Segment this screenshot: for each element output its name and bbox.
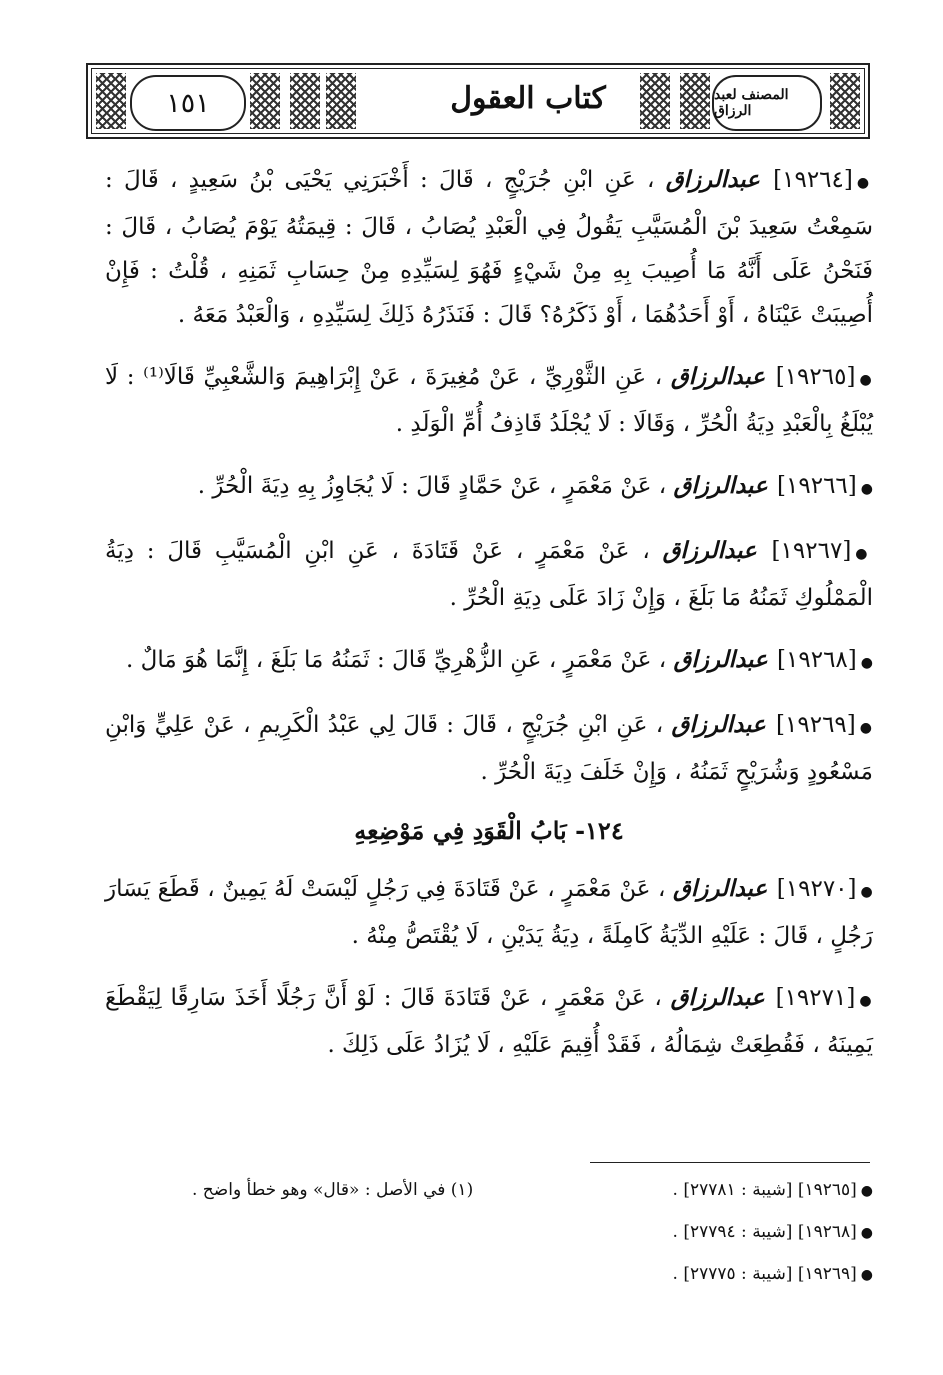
- hadith-number: [١٩٢٦٦]: [777, 473, 857, 499]
- hadith-paragraph: [105, 638, 873, 685]
- narrator-name: عبدالرزاق: [665, 166, 760, 193]
- ornament-icon: [830, 73, 860, 129]
- narrator-name: عبدالرزاق: [673, 646, 768, 673]
- hadith-paragraph: [105, 976, 873, 1067]
- hadith-text: ، عَنْ مَعْمَرٍ ، عَنْ حَمَّادٍ قَالَ : لَا يُجَاوِزُ بِهِ دِيَةَ الْحُرِّ .: [197, 473, 667, 499]
- hadith-text: ، عَنْ مَعْمَرٍ ، عَنِ الزُّهْرِيِّ قَالَ : ثَمَنُهُ مَا بَلَغَ ، إِنَّمَا هُوَ مَالٌ .: [126, 647, 667, 673]
- hadith-text: ، عَنِ الثَّوْرِيِّ ، عَنْ مُغِيرَةَ ، عَنْ إِبْرَاهِيمَ وَالشَّعْبِيِّ قَالَا⁽¹⁾ : لَا يُبْلَغُ بِالْعَبْدِ دِيَةُ الْحُرِّ ، وَقَالَا : لَا يُجْلَدُ قَاذِفُ أُمِّ الْوَلَدِ .: [105, 364, 873, 437]
- page-number: ١٥١: [130, 75, 246, 131]
- bullet-icon: ●: [855, 546, 874, 562]
- bullet-icon: ●: [860, 1225, 873, 1241]
- narrator-name: عبدالرزاق: [673, 472, 768, 499]
- bullet-icon: ●: [859, 993, 874, 1009]
- narrator-name: عبدالرزاق: [673, 875, 768, 902]
- ornament-icon: [290, 73, 320, 129]
- hadith-text: ، عَنِ ابْنِ جُرَيْجٍ ، قَالَ : أَخْبَرَنِي يَحْيَى بْنُ سَعِيدٍ ، قَالَ : سَمِعْتُ سَعِيدَ بْنَ الْمُسَيَّبِ يَقُولُ فِي الْعَبْدِ يُصَابُ ، قَالَ : قِيمَتُهُ يَوْمَ يُصَابُ ، قَالَ : فَنَحْنُ عَلَى أَنَّهُ مَا أُصِيبَ بِهِ مِنْ شَيْءٍ فَهُوَ لِسَيِّدِهِ مِنْ حِسَابِ ثَمَنِهِ ، قُلْتُ : فَإِنْ أُصِيبَتْ عَيْنَاهُ ، أَوْ أَحَدُهُمَا ، أَوْ ذَكَرُهُ؟ قَالَ : فَنَذَرُهُ ذَلِكَ لِسَيِّدِهِ ، وَالْعَبْدُ مَعَهُ .: [105, 167, 873, 328]
- page-body: [105, 158, 873, 1085]
- hadith-paragraph: [105, 703, 873, 794]
- chapter-heading: ١٢٤- بَابُ الْقَوَدِ فِي مَوْضِعِهِ: [354, 816, 624, 845]
- footnote-reference: [673, 1222, 873, 1242]
- footnote-reference: [673, 1264, 873, 1284]
- hadith-text: ، عَنْ مَعْمَرٍ ، عَنْ قَتَادَةَ قَالَ : لَوْ أَنَّ رَجُلًا أَخَذَ سَارِقًا لِيَقْطَعَ يَمِينَهُ ، فَقُطِعَتْ شِمَالُهُ ، فَقَدْ أُقِيمَ عَلَيْهِ ، لَا يُزَادُ عَلَى ذَلِكَ .: [105, 985, 873, 1058]
- bullet-icon: ●: [860, 655, 873, 671]
- ornament-icon: [96, 73, 126, 129]
- bullet-icon: ●: [860, 884, 874, 900]
- footnote-note: (١) في الأصل : «قال» وهو خطأ واضح .: [192, 1180, 474, 1200]
- narrator-name: عبدالرزاق: [662, 537, 757, 564]
- page-header: [86, 63, 870, 139]
- bullet-icon: ●: [859, 720, 874, 736]
- ornament-icon: [250, 73, 280, 129]
- hadith-number: [١٩٢٧٠]: [776, 876, 857, 902]
- hadith-text: ، عَنْ مَعْمَرٍ ، عَنْ قَتَادَةَ فِي رَجُلٍ لَيْسَتْ لَهُ يَمِينٌ ، قَطَعَ يَسَارَ رَجُلٍ ، قَالَ : عَلَيْهِ الدِّيَةُ كَامِلَةً ، دِيَةُ يَدَيْنِ ، لَا يُقْتَصُّ مِنْهُ .: [105, 876, 873, 949]
- hadith-number: [١٩٢٧١]: [775, 985, 856, 1011]
- narrator-name: عبدالرزاق: [670, 984, 765, 1011]
- bullet-icon: ●: [860, 1267, 873, 1283]
- bullet-icon: ●: [860, 481, 873, 497]
- footnote-divider: [590, 1162, 870, 1163]
- ornament-icon: [326, 73, 356, 129]
- hadith-number: [١٩٢٦٧]: [771, 538, 852, 564]
- footnote-ref-text: [١٩٢٦٨] [شيبة : ٢٧٧٩٤] .: [672, 1222, 857, 1242]
- ornament-icon: [680, 73, 710, 129]
- hadith-paragraph: [105, 867, 873, 958]
- hadith-number: [١٩٢٦٩]: [776, 712, 856, 738]
- narrator-name: عبدالرزاق: [670, 363, 766, 390]
- bullet-icon: ●: [856, 175, 874, 191]
- hadith-paragraph: [105, 158, 873, 337]
- hadith-number: [١٩٢٦٤]: [773, 167, 853, 193]
- narrator-name: عبدالرزاق: [671, 711, 766, 738]
- hadith-number: [١٩٢٦٨]: [777, 647, 857, 673]
- book-logo: المصنف لعبد الرزاق: [712, 75, 822, 131]
- bullet-icon: ●: [860, 1183, 873, 1199]
- bullet-icon: ●: [859, 372, 874, 388]
- footnote-ref-text: [١٩٢٦٥] [شيبة : ٢٧٧٨١] .: [672, 1180, 857, 1200]
- running-title: كتاب العقول: [450, 81, 606, 116]
- hadith-number: [١٩٢٦٥]: [775, 364, 856, 390]
- footnote-reference: [673, 1180, 873, 1200]
- footnote-ref-text: [١٩٢٦٩] [شيبة : ٢٧٧٧٥] .: [672, 1264, 857, 1284]
- hadith-paragraph: [105, 529, 873, 620]
- hadith-text: ، عَنْ مَعْمَرٍ ، عَنْ قَتَادَةَ ، عَنِ ابْنِ الْمُسَيَّبِ قَالَ : دِيَةُ الْمَمْلُوكِ ثَمَنُهُ مَا بَلَغَ ، وَإِنْ زَادَ عَلَى دِيَةِ الْحُرِّ .: [105, 538, 873, 611]
- hadith-paragraph: [105, 464, 873, 511]
- hadith-text: ، عَنِ ابْنِ جُرَيْجٍ ، قَالَ : قَالَ لِي عَبْدُ الْكَرِيمِ ، عَنْ عَلِيٍّ وَابْنِ مَسْعُودٍ وَشُرَيْحٍ ثَمَنُهُ ، وَإِنْ خَلَفَ دِيَةَ الْحُرِّ .: [105, 712, 873, 785]
- hadith-paragraph: [105, 355, 873, 446]
